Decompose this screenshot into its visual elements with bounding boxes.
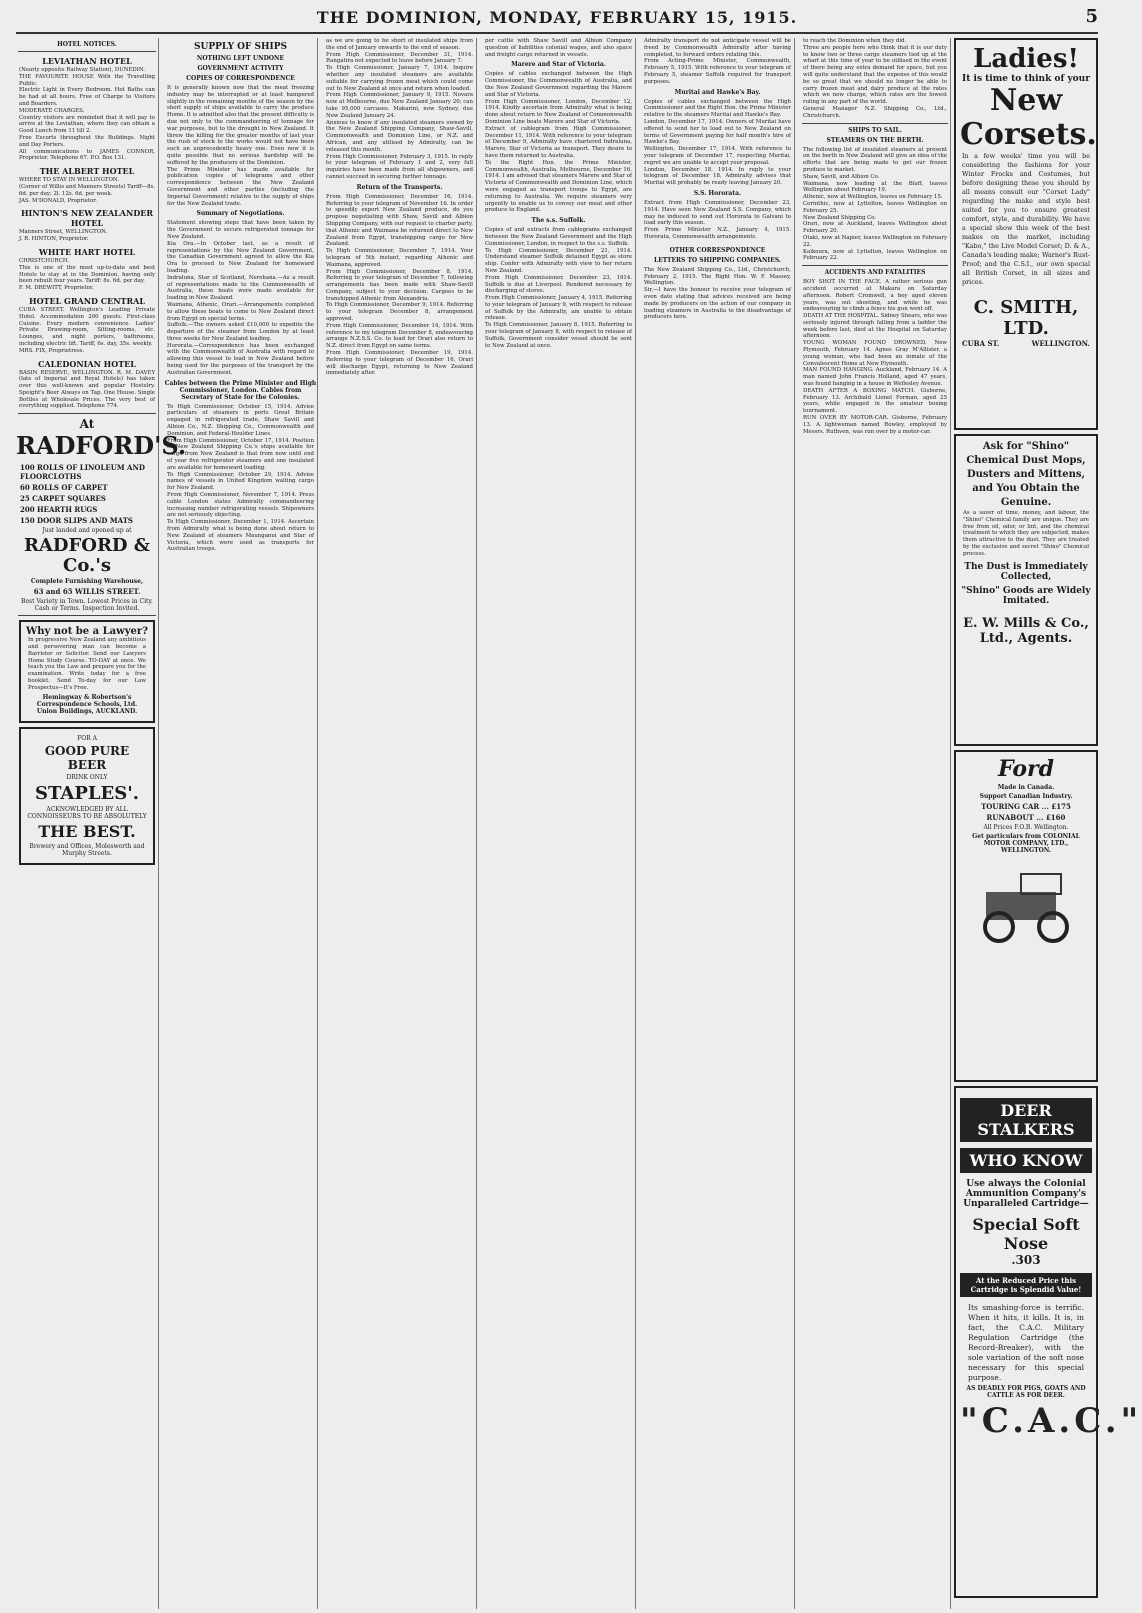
muritai-subhead: Muritai and Hawke's Bay. xyxy=(674,88,761,96)
stock-item: 150 DOOR SLIPS AND MATS xyxy=(20,516,133,526)
hotel-details: CHRISTCHURCH. This is one of the most up-to-date and best Hotels to stay at in the Dominion, having only been rebuilt four years. Tariff: 8s. 6d. per day. F. M. DREWITT, Proprietor. xyxy=(19,257,155,292)
corsets-title: New Corsets. xyxy=(960,83,1097,152)
support-canadian: Support Canadian Industry. xyxy=(979,793,1073,800)
shino-text: As a saver of time, money, and labour, the "Shino" Chemical family are unique. They are free from oil, odor, or lint, and the chemical treatment to which they are subjected, makes them attractive to the dust. They are treated by the exclusive and secret "Shino" Chemical process. xyxy=(963,510,1091,557)
col4-body-1: per cattle with Shaw Savill and Albion Company question of liabilities colonial wages, and also space and freight cargo returned in vessels. xyxy=(485,38,634,58)
negotiations-subhead: Summary of Negotiations. xyxy=(196,210,285,218)
col6-news xyxy=(800,38,951,1609)
think-line: It is time to think of your xyxy=(962,74,1090,84)
column-6 xyxy=(800,38,1142,1609)
deadly-line: AS DEADLY FOR PIGS, GOATS AND CATTLE AS FOR DEER. xyxy=(966,1385,1086,1399)
lawyer-text: In progressive New Zealand any ambitious and persevering man can become a Barrister or Solicitor. Send our Lawyers Home Study Course. TO-DAY at once. We teach you the Law and prepare you for the examination. Write today for a free booklet. Send To-day for our Law Prospectus—It's Free. xyxy=(28,637,148,691)
corsets-ad xyxy=(954,38,1098,430)
colonial-motor: Get particulars from COLONIAL MOTOR COMPANY, LTD., WELLINGTON. xyxy=(972,833,1080,854)
hotel-details: (Nearly opposite Railway Station), DUNEDIN. THE FAVOURITE HOUSE With the Travelling Public. Electric Light in Every Bedroom. Hot Baths can be had at all hours. Free of Charge to Visitors and Boarders. MODERATE CHARGES. Country visitors are reminded that it will pay to arrive at the Leviathan, where they can obtain a Good Lunch from 11 till 2. Free Escorts throughout the Buildings. Night and Day Porters. All communications to JAMES CONNOR, Proprietor. Telephone 67. P.O. Box 131. xyxy=(19,67,155,162)
col3-body-1: as we are going to be short of insulated ships from the end of January onwards to the end of season. From High Commissioner, December 31, 1914. Rangatira not expected to leave before January 7. To High Commissioner, January 7, 1914. Inquire whether any insulated steamers are available suitable for carrying frozen meat which could come out to New Zealand at once and return when loaded. From High Commissioner, January 9, 1915. Novara now at Melbourne, due New Zealand January 20; can take 95,000 carcases. Makarini, now Sydney, due New Zealand January 24. Anxious to know if any insulated steamers owned by the New Zealand Shipping Company, Shaw-Savill, Commonwealth and Dominion Line, or N.Z. and African, and any utilised by Admiralty, can be released this month. From High Commissioner, February 3, 1915. In reply to your telegram of February 1 and 2, very full inquiries have been made from all shipowners, and cannot succeed in securing further tonnage. xyxy=(326,38,473,180)
fob-line: All Prices F.O.B. Wellington. xyxy=(983,824,1069,831)
column-2 xyxy=(164,38,318,1609)
col5-body-2: Copies of cables exchanged between the High Commissioner and the Right Hon. the Prime Minister relative to the steamers Muritai and Hawke's Bay. London, December 17, 1914. Owners of Muritai have offered to send her to load out to New Zealand on terms of Government paying for half month's hire of Hawke's Bay. Wellington, December 17, 1914. With reference to your telegram of December 17, respecting Muritai, regret we are unable to accept your proposal. London, December 18, 1914. In reply to your telegram of December 18, Admiralty advises that Muritai will probably be ready leaving January 20. xyxy=(644,98,791,187)
stock-item: 60 ROLLS OF CARPET xyxy=(20,483,108,493)
stock-item: 25 CARPET SQUARES xyxy=(20,494,106,504)
beer-ad-line: Brewery and Offices, Molesworth and Murphy Streets. xyxy=(29,842,145,857)
cables-subhead: Cables between the Prime Minister and High Commissioner, London. Cables from Secretary of State for the Colonies. xyxy=(164,379,317,401)
hotel-name: THE ALBERT HOTEL xyxy=(39,166,135,177)
col5-body-4: The New Zealand Shipping Co., Ltd., Christchurch, February 2, 1915. The Right Hon. W. F. Massey, Wellington. Sir,—I have the honour to receive your telegram of even date stating that advices received are being made by producers on the action of our company in loading steamers in Australia to the disadvantage of producers here. xyxy=(644,266,791,321)
shino-imitated: "Shino" Goods are Widely Imitated. xyxy=(961,585,1091,606)
supply-body-2: Statement showing steps that have been taken by the Government to secure refrigerated tonnage for New Zealand. Kia Ora.—In October last, as a result of representations by the New Zealand Government, the Canadian Government agreed to allow the Kia Ora to proceed to New Zealand for homeward loading. Indraluna, Star of Scotland, Nerehana.—As a result of representations made to the Commonwealth of Australia, these boats were made available for loading in New Zealand. Waimana, Athenic, Orari.—Arrangements completed to allow these boats to come to New Zealand direct from Egypt on special terms. Suffolk.—The owners asked £10,000 to expedite the departure of the steamer from London by at least three weeks for New Zealand loading. Hororata.—Correspondence has been exchanged with the Commonwealth of Australia with regard to allowing this vessel to load in New Zealand before being used for the purposes of the transport by the Australian Government. xyxy=(167,220,314,376)
supply-subhead-2: GOVERNMENT ACTIVITY xyxy=(197,65,284,72)
hotel-details: Manners Street, WELLINGTON. J. R. HINTON, Proprietor. xyxy=(19,229,108,243)
column-1 xyxy=(16,38,187,1609)
hotel-name: WHITE HART HOTEL xyxy=(38,246,136,257)
supply-body-3: To High Commissioner, October 15, 1914. Advise particulars of steamers in ports Great Britain engaged in refrigerated trade, Shaw Savill and Albion Co., N.Z. Shipping Co., Commonwealth and Dominion, and Federal-Houlder Lines. From High Commissioner, October 17, 1914. Position of New Zealand Shipping Co.'s ships available for cargo from New Zealand is that from now until end of year five refrigerator steamers and one insulated are available for homeward loading. To High Commissioner, October 29, 1914. Advise names of vessels in United Kingdom waiting cargo for New Zealand. From High Commissioner, November 7, 1914. Press cable London states Admiralty commandeering increasing number refrigerating vessels. Shipowners are not seriously objecting. To High Commissioner, December 1, 1914. Ascertain from Admiralty what is being done about return to New Zealand of steamers Maunganui and Star of Victoria, which were used as transports for Australian troops. xyxy=(167,403,314,553)
deer-stalkers-heading: DEER STALKERS xyxy=(960,1098,1092,1142)
cac-logo: "C.A.C." xyxy=(960,1401,1142,1441)
accidents-text: BOY SHOT IN THE FACE. A rather serious gun accident occurred at Makara on Saturday afternoon. Robert Cromwell, a boy aged eleven years, was out shooting, and while he was endeavouring to climb a fence his gun went off. DEATH AT THE HOSPITAL. Sidney Shears, who was seriously injured through falling from a ladder the week before last, died at the Hospital on Saturday afternoon. YOUNG WOMAN FOUND DROWNED. New Plymouth, February 14. Agnes Gray M'Allister, a young woman, who had been an inmate of the Convalescent Home at New Plymouth. MAN FOUND HANGING. Auckland, February 14. A man named John Francis Holland, aged 47 years, was found hanging in a house in Wellesley Avenue. DEATH AFTER A BOXING MATCH. Gisborne, February 13. Archibald Lionel Forman, aged 25 years, while engaged in the amateur boxing tournament. RUN OVER BY MOTOR-CAR. Gisborne, February 13. A lightweman named Rowley, employed by Messrs. Ruthven, was run over by a motor-car. xyxy=(803,279,947,435)
beer-ad-line: ACKNOWLEDGED BY ALL CONNOISSEURS TO BE ABSOLUTELY xyxy=(27,805,147,820)
col4-body-2: Copies of cables exchanged between the High Commissioner, the Commonwealth of Australia, and the New Zealand Government regarding the Marere and Star of Victoria. From High Commissioner, London, December 12, 1914. Kindly ascertain from Admiralty what is being done about return to New Zealand of Commonwealth Dominion Line boats Marere and Star of Victoria. Extract of cablegram from High Commissioner, December 11, 1914. With reference to your telegram of December 9, Admiralty have chartered Indraluna, Marere, Star of Victoria as transport. They desire to have them returned to Australia. To the Right Hon. the Prime Minister, Commonwealth, Australia, Melbourne, December 16, 1914. I am advised that steamers Marere and Star of Victoria of Commonwealth and Dominion Line, which were engaged as transport troops to Egypt, are returning to Australia. We require steamers very urgently to enable us to convey our meat and other produce to England. xyxy=(485,71,632,214)
hotel-name: HOTEL GRAND CENTRAL xyxy=(29,295,145,306)
masthead xyxy=(16,6,1098,34)
other-correspondence-subhead: OTHER CORRESPONDENCE xyxy=(669,246,766,254)
stock-item: 100 ROLLS OF LINOLEUM AND FLOORCLOTHS xyxy=(20,463,145,482)
beer-ad-line: STAPLES'. xyxy=(34,782,140,804)
col4-body-3: Copies of and extracts from cablegrams exchanged between the New Zealand Government and the High Commissioner, London, in respect to the s.s. Suffolk. To High Commissioner, December 21, 1914. Understand steamer Suffolk detained Egypt as store ship. Confer with Admiralty with view to her return New Zealand. From High Commissioner, December 23, 1914. Suffolk is due at Liverpool. Rendered necessary by discharging of stores. From High Commissioner, January 4, 1915. Referring to your telegram of January 9, with respect to release of Suffolk by the Admiralty, am unable to obtain release. To High Commissioner, January 8, 1915. Referring to your telegram of January 8, with respect to release of Suffolk, Government consider vessel should be sent to New Zealand at once. xyxy=(485,227,632,349)
hotel-name: CALEDONIAN HOTEL xyxy=(38,358,136,369)
radford-at: At xyxy=(79,417,95,432)
masthead-title: THE DOMINION, MONDAY, FEBRUARY 15, 1915. xyxy=(316,8,798,27)
suffolk-subhead: The s.s. Suffolk. xyxy=(531,217,586,225)
complete-line: Complete Furnishing Warehouse, xyxy=(30,578,144,586)
touring-price: TOURING CAR ... £175 xyxy=(981,802,1071,811)
supply-body-1: It is generally known now that the meat freezing industry may be interrupted or at least hampered slightly in the remaining months of the season by the short supply of ships available to carry the produce Home. It is admitted also that the present difficulty is due not only to the commandeering of tonnage for war purposes, but to the drought in New Zealand. It threw the killing for the greater months of last year the rush of stock to the works would not have been such an unprecedently heavy one. Even now it is quite possible that no serious hardship will be suffered by the producers of the Dominion. The Prime Minister has made available for publication copies of telegrams and other correspondence between the New Zealand Government and other parties (including the Imperial Government) relative to the supply of ships for the New Zealand trade. xyxy=(167,85,314,207)
transports-subhead: Return of the Transports. xyxy=(356,183,443,191)
stock-item: 200 HEARTH RUGS xyxy=(20,505,98,515)
beer-ad-line: THE BEST. xyxy=(38,821,136,841)
ships-to-sail-heading: SHIPS TO SAIL. xyxy=(848,126,902,134)
lawyer-ad xyxy=(19,620,155,722)
hotel-name: LEVIATHAN HOTEL xyxy=(42,56,132,66)
smashing-text: Its smashing-force is terrific. When it hits, it kills. It is, in fact, the C.A.C. Military Regulation Cartridge (the Record-Breaker), with the sole variation of the soft nose necessary for this special purpose. xyxy=(968,1303,1084,1382)
soft-nose: Special Soft Nose xyxy=(972,1215,1080,1253)
col5-body-1: Admiralty transport do not anticipate vessel will be freed by Commonwealth Admiralty after having completed, to forward orders relating this. From Acting-Prime Minister, Commonwealth, February 5, 1915. With reference to your telegram of February 5, steamer Suffolk required for transport purposes. xyxy=(644,38,791,85)
column-3 xyxy=(323,38,477,1609)
staples-beer-ad xyxy=(19,727,155,865)
hotel-notices-heading: HOTEL NOTICES. xyxy=(57,41,117,48)
radford-title: RADFORD'S. xyxy=(16,431,187,461)
reduced-price: At the Reduced Price this Cartridge is Splendid Value! xyxy=(960,1273,1092,1297)
column-4 xyxy=(482,38,636,1609)
cuba-st: CUBA ST. xyxy=(962,339,1000,348)
made-in-canada: Made in Canada. xyxy=(997,784,1055,791)
who-know-heading: WHO KNOW xyxy=(960,1148,1092,1173)
hotel-details: CUBA STREET. Wellington's Leading Private Hotel. Accommodation 200 guests. First-class Cuisine. Every modern convenience. Ladies' Private Drawing-room, Sitting-rooms, etc. Lounges, and night porters, bathrooms, including electric lift. Tariff, 6s. day, 35s. weekly. MRS. FIX, Proprietress. xyxy=(19,306,155,354)
supply-subhead-3: COPIES OF CORRESPONDENCE xyxy=(186,75,295,82)
ford-ad xyxy=(954,750,1098,1082)
hotel-list xyxy=(16,56,158,410)
supply-of-ships-headline: SUPPLY OF SHIPS xyxy=(193,42,288,52)
wellington-label: WELLINGTON. xyxy=(1031,339,1090,348)
ford-logo: Ford xyxy=(997,756,1055,782)
letters-subhead: LETTERS TO SHIPPING COMPANIES. xyxy=(653,256,782,264)
stock-note: Just landed and opened up at xyxy=(42,527,132,535)
beer-ad-line: GOOD PURE BEER xyxy=(44,743,130,772)
column-5 xyxy=(641,38,795,1609)
marere-subhead: Marere and Star of Victoria. xyxy=(511,61,606,69)
radford-address: 63 and 65 WILLIS STREET. xyxy=(33,587,141,597)
on-the-berth-heading: STEAMERS ON THE BERTH. xyxy=(826,136,924,144)
radford-co: RADFORD & Co.'s xyxy=(23,535,151,577)
col6-ads xyxy=(954,38,1142,1609)
stock-list xyxy=(16,463,158,525)
accidents-heading: ACCIDENTS AND FATALITIES xyxy=(824,269,926,277)
deer-stalkers-ad xyxy=(954,1086,1142,1598)
shino-ad xyxy=(954,434,1098,746)
beer-ad-line: DRINK ONLY xyxy=(66,773,108,781)
lawyer-address: Hemingway & Robertson's Correspondence Schools, Ltd. Union Buildings, AUCKLAND. xyxy=(36,693,138,715)
col3-body-2: From High Commissioner, December 16, 1914. Referring to your telegram of November 16. In order to speedily export New Zealand produce, do you propose negotiating with Shaw, Savill and Albion Shipping Company, with our request to charter party, that Athenic and Waimana be returned direct to New Zealand from Egypt, transhipping cargo for New Zealand. To High Commissioner, December 7, 1914. Your telegram of 5th instant, regarding Athenic and Waimana, approved. From High Commissioner, December 8, 1914. Referring to your telegram of December 7, following arrangements has been made with Shaw-Savill Company, subject to your decision. Cargoes to be transhipped Athenic from Alexandria. To High Commissioner, December 9, 1914. Referring to your telegram December 8, arrangement approved. From High Commissioner, December 14, 1914. With reference to my telegram December 8, endeavouring arrange N.Z.S.S. Co. to load for Orari also return to N.Z. direct from Egypt on same terms. From High Commissioner, December 19, 1914. Referring to your telegram of December 16, Orari will discharge Egypt, returning to New Zealand immediately after. xyxy=(326,193,473,377)
berth-text: The following list of insulated steamers at present on the berth in New Zealand will give an idea of the efforts that are being made to get our frozen produce to market. Shaw, Savill, and Albion Co. Waimana, now loading at the Bluff, leaves Wellington about February 19. Athenic, now at Wellington, leaves on February 15. Corinthic, now at Lyttelton, leaves Wellington on February 25. New Zealand Shipping Co. Orari, now at Auckland, leaves Wellington about February 20. Otaki, now at Napier, leaves Wellington on February 22. Kaikoura, now at Lyttelton, leaves Wellington on February 22. xyxy=(803,146,947,262)
hotel-name: HINTON'S NEW ZEALANDER HOTEL xyxy=(20,208,153,229)
supply-subhead-1: NOTHING LEFT UNDONE xyxy=(196,55,285,62)
runabout-price: RUNABOUT ... £160 xyxy=(986,813,1066,822)
dust-collected: The Dust is Immediately Collected, xyxy=(964,561,1088,582)
hotel-details: BASIN RESERVE, WELLINGTON. R. M. DAVEY (late of Imperial and Royal Hotels) has taken over this well-known and popular Hostelry. Speight's Beer Always on Tap. One House. Single Bottles at Wholesale Prices. The very best of everything supplied. Telephone 774. xyxy=(19,369,157,410)
lawyer-heading: Why not be a Lawyer? xyxy=(25,626,149,638)
motor-car-illustration xyxy=(971,862,1081,952)
ladies-title: Ladies! xyxy=(973,44,1079,74)
deer-text: Use always the Colonial Ammunition Company's Unparalleled Cartridge— xyxy=(963,1179,1089,1209)
smith-ltd: C. SMITH, LTD. xyxy=(973,297,1079,339)
corsets-text: In a few weeks' time you will be considering the fashions for your Winter Frocks and Costumes, but before designing these you should by all means consult our "Corset Lady" regarding the make and style best suited for you to ensure greatest comfort, style, and durability. We have a special show this week of the best makes on the market, including "Kabo," the Live Model Corset; D. & A., Canada's leading make; Warner's Rust-Proof; and the C.S.I., our own special all British Corset, in all sizes and prices. xyxy=(962,152,1090,286)
calibre-303: .303 xyxy=(1011,1253,1041,1267)
page-number: 5 xyxy=(1085,6,1098,27)
radford-variety: Best Variety in Town. Lowest Prices in City. Cash or Terms. Inspection Invited. xyxy=(21,598,153,613)
mills-agents: E. W. Mills & Co., Ltd., Agents. xyxy=(963,615,1089,646)
col6-body: to reach the Dominion when they did. Three are people here who think that it is our duty to know two or three cargo steamers tied up at the wharf at this time of year to be utilised in the event of there being any extra demand for space, but you will quite understand that the expense of this would be so great that we should no longer be able to carry frozen meat and dairy produce at the rates which we now charge, which rates are the lowest ruling in any part of the world. General Manager N.Z. Shipping Co., Ltd., Christchurch. xyxy=(803,38,947,119)
hororata-subhead: S.S. Hororata. xyxy=(693,189,742,197)
shino-heading: Ask for "Shino" Chemical Dust Mops, Dusters and Mittens, and You Obtain the Genuine. xyxy=(966,441,1086,508)
hotel-details: WHERE TO STAY IN WELLINGTON. (Corner of Willis and Manners Streets) Tariff—8s. 6d. per day; 2l. 12s. 6d. per week. JAS. M'DONALD, Proprietor. xyxy=(19,177,155,204)
beer-ad-line: FOR A xyxy=(77,734,97,742)
col5-body-3: Extract from High Commissioner, December 23, 1914. Have seen New Zealand S.S. Company, which may be induced to send out Hororata to Galvani to load early this season. From Prime Minister N.Z., January 4, 1915. Hororata, Commonwealth arrangements. xyxy=(644,199,791,240)
